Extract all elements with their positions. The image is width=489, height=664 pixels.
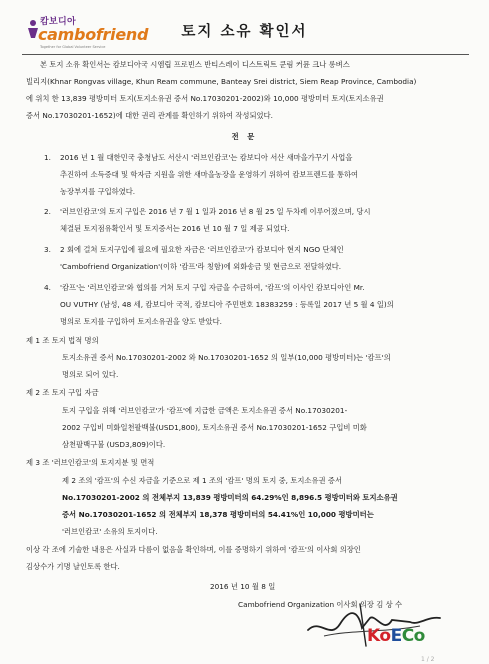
item-number: 1. [44, 153, 51, 162]
article-line: 제 2 조의 '캄프'의 수신 자금을 기준으로 제 1 조의 '캄프' 명의 토지 중, 토지소유권 증서 [62, 476, 342, 485]
article-heading: 제 1 조 토지 법적 명의 [26, 336, 99, 345]
logo-top-text: 캄보디아 [40, 17, 76, 27]
article-line: 증서 No.17030201-1652 의 전체부지 18,378 평방미터의 54.41%인 10,000 평방미터는 [62, 510, 374, 519]
intro-line: 에 위치 한 13,839 평방미터 토지(토지소유권 증서 No.17030201-2002)와 10,000 평방미터 토지(토지소유권 [26, 94, 384, 103]
koeco-logo-part: Ko [367, 626, 391, 646]
article-line: 삼천팔백구불 (USD3,809)이다. [62, 440, 166, 449]
item-number: 3. [44, 245, 51, 254]
document-date: 2016 년 10 월 8 일 [210, 582, 276, 591]
item-number: 2. [44, 207, 51, 216]
article-line: '러브인캄코' 소유의 토지이다. [62, 527, 158, 536]
preamble-line: 2 회에 걸쳐 토지구입에 필요에 필요한 자금은 '러브인캄코'가 캄보디아 현지 NGO 단체인 [60, 245, 344, 254]
page-number: 1 / 2 [421, 656, 435, 663]
preamble-heading: 전 문 [231, 132, 258, 141]
preamble-line: OU VUTHY (남성, 48 세, 캄보디아 국적, 캄보디아 주민번호 18383259 : 등록일 2017 년 5 월 4 일)의 [60, 300, 394, 309]
article-line: No.17030201-2002 의 전체부지 13,839 평방미터의 64.29%인 8,896.5 평방미터와 토지소유권 [62, 493, 398, 502]
article-heading: 제 2 조 토지 구입 자금 [26, 388, 99, 397]
koeco-logo-part: E [390, 626, 402, 646]
signatory-line: Cambofriend Organization 이사회 의장 김 상 수 [238, 600, 403, 609]
article-line: 2002 구입비 미화일천팔백불(USD1,800), 토지소유권 증서 No.17030201-1652 구입비 미화 [62, 423, 367, 432]
item-number: 4. [44, 283, 51, 292]
preamble-line: 명의로 토지를 구입하여 토지소유권을 양도 받았다. [60, 317, 222, 326]
closing-line: 이상 각 조에 기술한 내용은 사실과 다름이 없음을 확인하며, 이를 증명하기 위하여 '캄프'의 이사회 의장인 [26, 545, 361, 554]
preamble-line: 농장부지를 구입하였다. [60, 187, 136, 196]
preamble-line: '러브인캄코'의 토지 구입은 2016 년 7 월 1 일과 2016 년 8 월 25 일 두차례 이루어졌으며, 당시 [60, 207, 371, 216]
article-line: 명의로 되어 있다. [62, 370, 119, 379]
logo-tagline: Together for Global Volunteer Service [40, 45, 106, 49]
koeco-logo-part: Co [401, 626, 425, 646]
article-heading: 제 3 조 '러브인캄코'의 토지지분 및 면적 [26, 458, 155, 467]
preamble-line: 'Cambofriend Organization'(이하 '캄프'라 칭함)에 외화송금 및 현금으로 전달하였다. [60, 262, 342, 271]
intro-line: 본 토지 소유 확인서는 캄보디아국 시엠립 프로빈스 반티스레이 디스트릭트 쿤림 커뮨 크나 롱벼스 [40, 60, 350, 69]
preamble-line: 추진하여 소득증대 및 학자금 지원을 위한 새마을농장을 운영하기 위하여 캄보프렌드를 통하여 [60, 170, 359, 179]
article-line: 토지소유권 증서 No.17030201-2002 와 No.17030201-1652 의 일부(10,000 평방미터)는 '캄프'의 [62, 353, 391, 362]
header-divider [22, 54, 469, 55]
article-line: 토지 구입을 위해 '러브인캄코'가 '캄프'에 지급한 금액은 토지소유권 증서 No.17030201- [62, 406, 348, 415]
document-title: 토지 소유 확인서 [181, 24, 308, 40]
intro-line: 빌리지(Khnar Rongvas village, Khun Ream commune, Banteay Srei district, Siem Reap Province, Cambodia) [26, 77, 417, 86]
koeco-logo [367, 626, 425, 646]
logo-main-text: cambofriend [38, 25, 149, 44]
preamble-line: '캄프'는 '러브인캄코'와 협의를 거쳐 토지 구입 자금을 수금하여, '캄프'의 이사인 캄보디아인 Mr. [60, 283, 365, 292]
preamble-line: 2016 년 1 월 대한민국 충청남도 서산시 '러브인캄코'는 캄보디아 서산 새마을가꾸기 사업을 [60, 153, 353, 162]
preamble-line: 체결된 토지점유확인서 및 토지증서는 2016 년 10 월 7 일 제공 되었다. [60, 224, 290, 233]
closing-line: 김상수가 기명 날인토록 한다. [26, 562, 120, 571]
intro-line: 증서 No.17030201-1652)에 대한 권리 관계를 확인하기 위하여 작성되었다. [26, 111, 273, 120]
